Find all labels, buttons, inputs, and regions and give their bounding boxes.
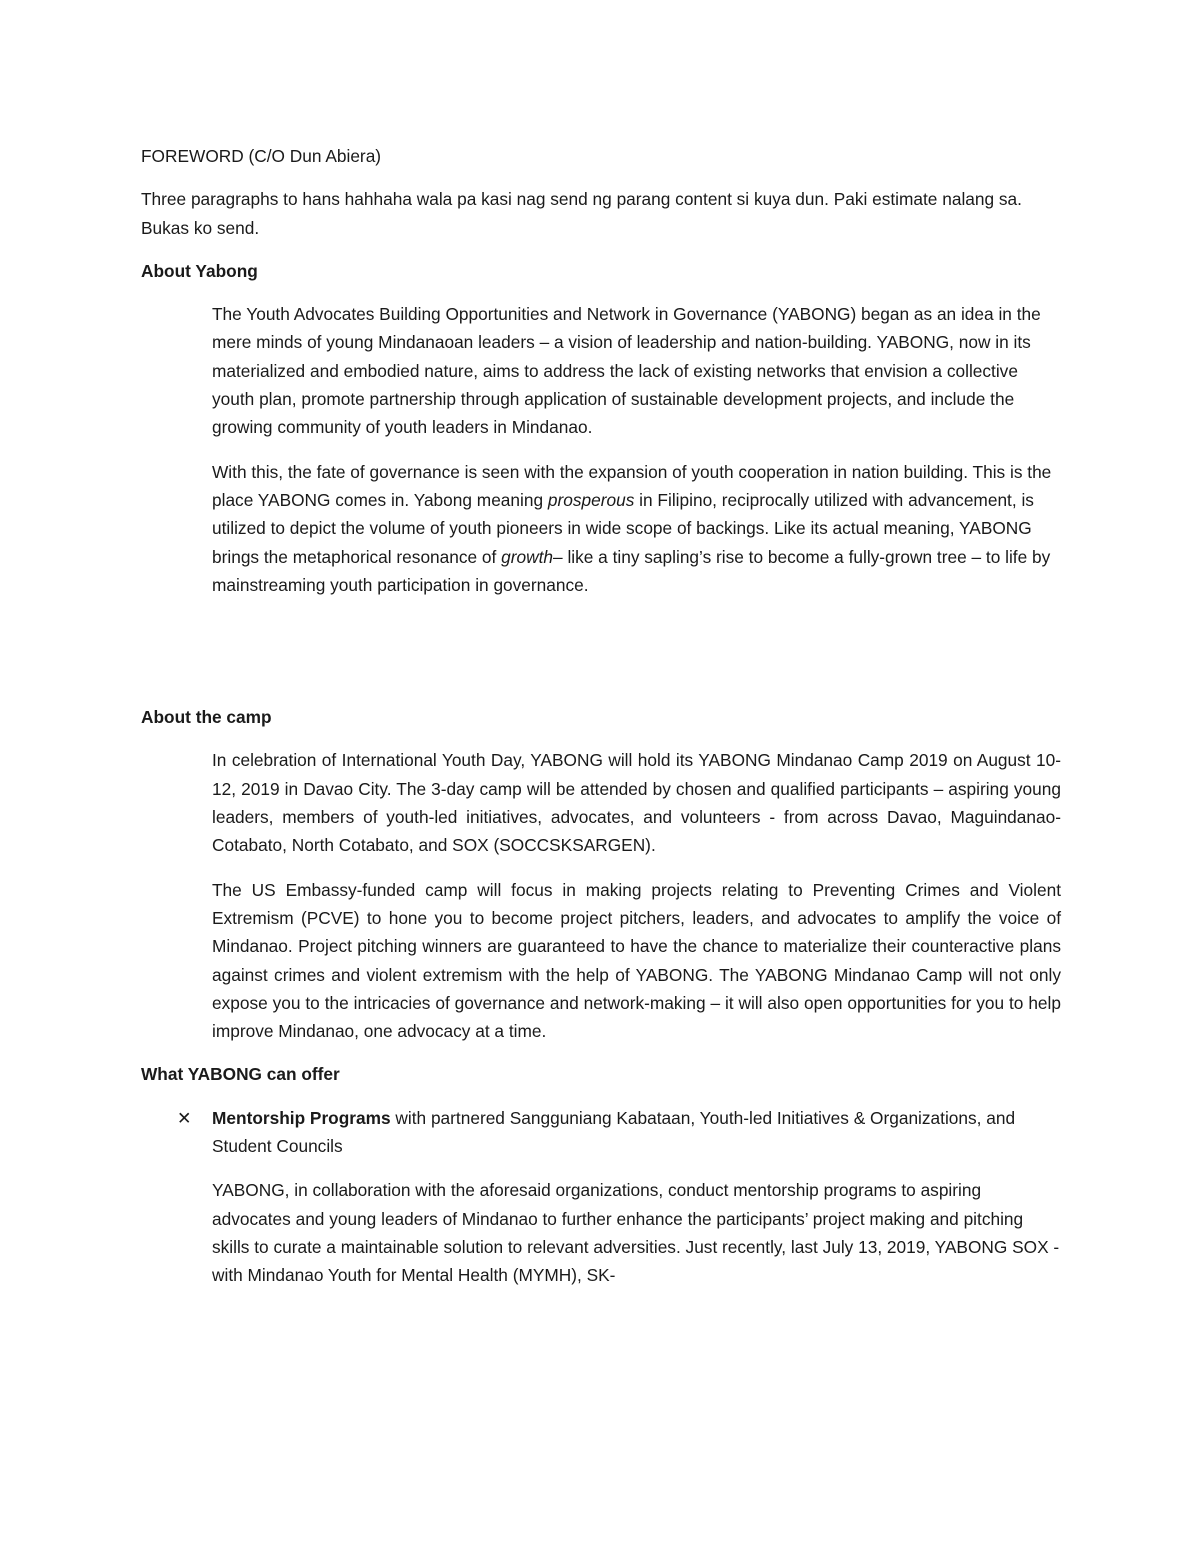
document-body xyxy=(141,142,1061,1290)
foreword-title: FOREWORD (C/O Dun Abiera) xyxy=(141,146,382,166)
about-yabong-paragraph-1: The Youth Advocates Building Opportunities and Network in Governance (YABONG) began as an idea in the mere minds of young Mindanaoan leaders – a vision of leadership and nation-building. YABONG, now in its materialized and embodied nature, aims to address the lack of existing networks that envision a collective youth plan, promote partnership through application of sustainable development projects, and include the growing community of youth leaders in Mindanao. xyxy=(212,304,1041,438)
about-yabong-p2-text-1: With this, the fate of governance is seen with the expansion of youth cooperation in nation building. This is the place YABONG comes in. Yabong meaning xyxy=(212,461,1052,510)
about-yabong-heading: About Yabong xyxy=(141,260,258,281)
about-camp-heading: About the camp xyxy=(141,707,272,728)
offer-heading: What YABONG can offer xyxy=(141,1064,340,1085)
about-yabong-paragraph-2 xyxy=(141,458,1061,599)
about-camp-paragraph-1: In celebration of International Youth Day, YABONG will hold its YABONG Mindanao Camp 2019 on August 10-12, 2019 in Davao City. The 3-day camp will be attended by chosen and qualified participants – aspiring young leaders, members of youth-led initiatives, advocates, and volunteers - from across Davao, Maguindanao-Cotabato, North Cotabato, and SOX (SOCCSKSARGEN). xyxy=(212,750,1061,856)
offer-list-item xyxy=(141,1104,1061,1161)
about-yabong-p2-emphasis-prosperous: prosperous xyxy=(547,489,635,510)
foreword-note: Three paragraphs to hans hahhaha wala pa kasi nag send ng parang content si kuya dun. Paki estimate nalang sa. Bukas ko send. xyxy=(141,189,1022,238)
about-yabong-p2-emphasis-growth: growth xyxy=(501,546,554,567)
about-yabong-p2-text-3: – like a tiny sapling’s rise to become a fully-grown tree – to life by mainstreaming youth participation in governance. xyxy=(212,546,1051,595)
offer-item-description: with partnered Sangguniang Kabataan, Youth-led Initiatives & Organizations, and Student Councils xyxy=(212,1107,1016,1157)
offer-item-body: YABONG, in collaboration with the aforesaid organizations, conduct mentorship programs to aspiring advocates and young leaders of Mindanao to further enhance the participants’ project making and pitching skills to curate a maintainable solution to relevant adversities. Just recently, last July 13, 2019, YABONG SOX - with Mindanao Youth for Mental Health (MYMH), SK- xyxy=(212,1180,1060,1286)
about-yabong-p2-text-2: in Filipino, reciprocally utilized with advancement, is utilized to depict the volume of youth pioneers in wide scope of backings. Like its actual meaning, YABONG brings the metaphorical resonance of xyxy=(212,489,1034,567)
offer-item-title: Mentorship Programs xyxy=(212,1107,391,1128)
about-camp-paragraph-2: The US Embassy-funded camp will focus in making projects relating to Preventing Crimes and Violent Extremism (PCVE) to hone you to become project pitchers, leaders, and advocates to amplify the voice of Mindanao. Project pitching winners are guaranteed to have the chance to materialize their counteractive plans against crimes and violent extremism with the help of YABONG. The YABONG Mindanao Camp will not only expose you to the intricacies of governance and network-making – it will also open opportunities for you to help improve Mindanao, one advocacy at a time. xyxy=(212,879,1061,1042)
x-mark-bullet-icon: ✕ xyxy=(177,1107,192,1128)
